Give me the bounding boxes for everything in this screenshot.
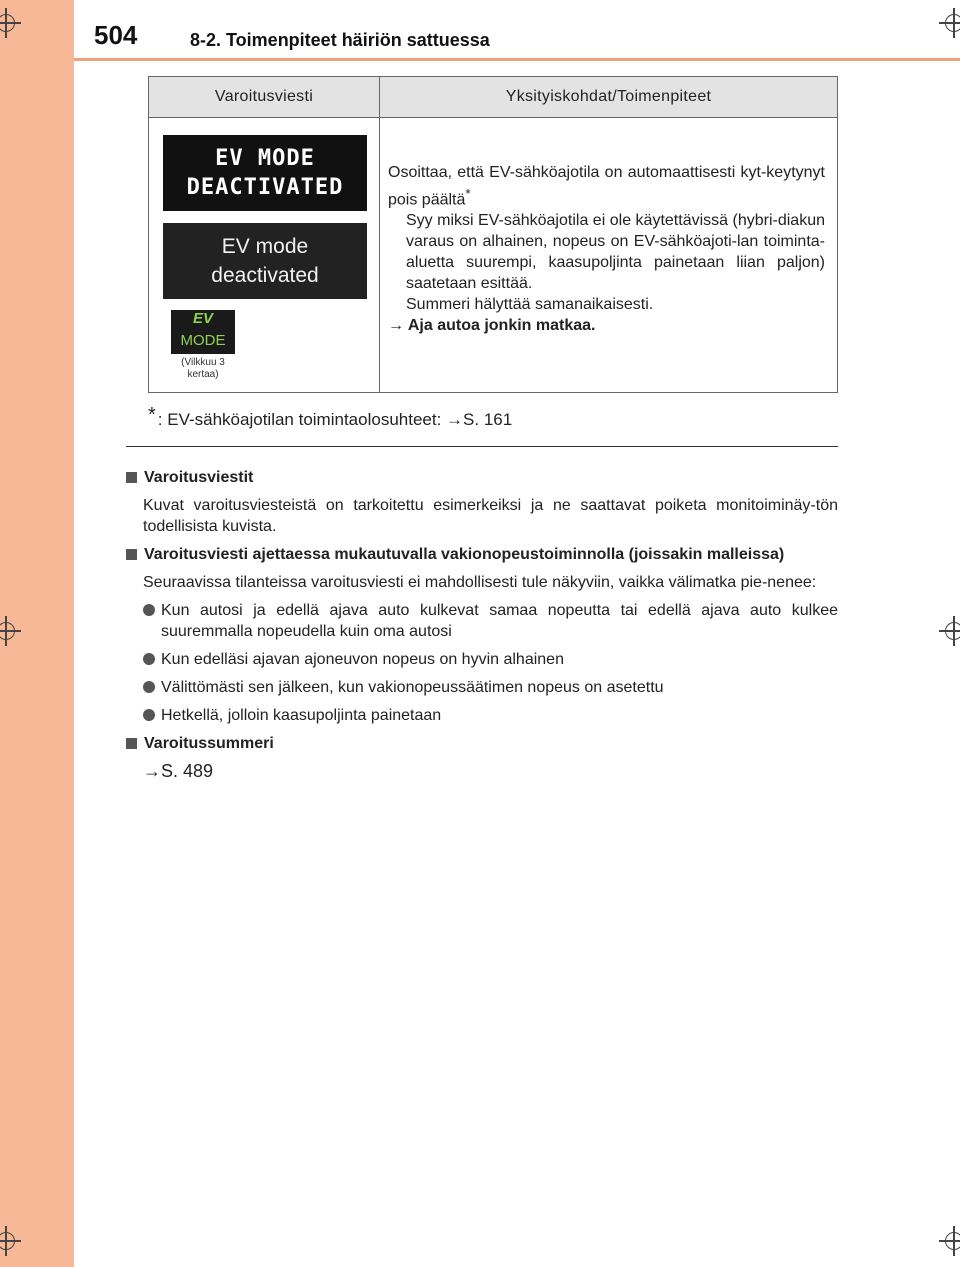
- ev-mode-indicator-icon: [171, 310, 235, 354]
- footnote-marker: *: [148, 404, 156, 426]
- section-paragraph: Kuvat varoitusviesteistä on tarkoitettu esimerkeiksi ja ne saattavat poiketa monitoiminäy-tön todellisista kuvista.: [143, 497, 838, 535]
- display-line: EV mode: [221, 235, 309, 258]
- square-bullet-icon: [126, 472, 137, 483]
- section-heading: Varoitussummeri: [126, 733, 838, 754]
- table-row: [149, 118, 838, 393]
- details-main-text: Osoittaa, että EV-sähköajotila on automaattisesti kyt-keytynyt pois päältä*: [388, 164, 825, 209]
- details-action: → Aja autoa jonkin matkaa.: [388, 317, 596, 335]
- square-bullet-icon: [126, 738, 137, 749]
- square-bullet-icon: [126, 549, 137, 560]
- column-header-message: Varoitusviesti: [149, 77, 380, 118]
- arrow-icon: →: [388, 317, 404, 335]
- arrow-icon: →: [446, 410, 464, 429]
- warning-message-table: [148, 76, 838, 393]
- circle-bullet-icon: [143, 709, 155, 721]
- section-paragraph: Seuraavissa tilanteissa varoitusviesti ei mahdollisesti tule näkyviin, vaikka välimatka pie-nenee:: [143, 574, 817, 591]
- section-heading: Varoitusviestit: [126, 467, 838, 488]
- registration-mark-icon: [0, 8, 21, 38]
- section-heading: Varoitusviesti ajettaessa mukautuvalla vakionopeustoiminnolla (joissakin malleissa): [126, 544, 838, 565]
- circle-bullet-icon: [143, 681, 155, 693]
- circle-bullet-icon: [143, 653, 155, 665]
- circle-bullet-icon: [143, 604, 155, 616]
- header-rule: [74, 58, 960, 61]
- message-image-cell: [149, 118, 380, 393]
- message-details-cell: [380, 118, 838, 393]
- display-ev-mode-deactivated-lower: [163, 223, 367, 299]
- page-reference: [126, 761, 838, 782]
- registration-mark-icon: [939, 1226, 960, 1256]
- list-item: Kun autosi ja edellä ajava auto kulkevat samaa nopeutta tai edellä ajava auto kulkee suuremmalla nopeudella kuin oma autosi: [126, 600, 838, 642]
- notes-content: [126, 460, 838, 782]
- display-line: deactivated: [211, 264, 319, 287]
- display-line: EV MODE: [215, 146, 315, 171]
- table-header-row: [149, 77, 838, 118]
- footnote: * : EV-sähköajotilan toimintaolosuhteet: →S. 161: [148, 404, 513, 429]
- blink-note: (Vilkkuu 3 kertaa): [181, 357, 225, 380]
- details-buzzer-text: Summeri hälyttää samanaikaisesti.: [406, 296, 654, 314]
- registration-mark-icon: [0, 1226, 21, 1256]
- list-item: Kun edelläsi ajavan ajoneuvon nopeus on hyvin alhainen: [126, 649, 838, 670]
- section-title: 8-2. Toimenpiteet häiriön sattuessa: [190, 30, 490, 50]
- page-reference-link[interactable]: S. 161: [463, 410, 513, 429]
- section-divider: [126, 446, 838, 447]
- display-ev-mode-deactivated-upper: [163, 135, 367, 211]
- list-item: Välittömästi sen jälkeen, kun vakionopeussäätimen nopeus on asetettu: [126, 677, 838, 698]
- page-reference-link[interactable]: S. 489: [161, 761, 214, 781]
- footnote-marker: *: [465, 186, 471, 201]
- ev-icon-label: EV: [192, 310, 213, 327]
- page-number: 504: [94, 20, 138, 50]
- display-line: DEACTIVATED: [186, 175, 344, 200]
- column-header-details: Yksityiskohdat/Toimenpiteet: [380, 77, 838, 118]
- mode-icon-label: MODE: [180, 332, 226, 349]
- arrow-icon: →: [143, 761, 161, 781]
- registration-mark-icon: [0, 616, 21, 646]
- registration-mark-icon: [939, 616, 960, 646]
- details-reason-text: Syy miksi EV-sähköajotila ei ole käytettävissä (hybri-diakun varaus on alhainen, nopeus on EV-sähköajoti-lan toiminta-aluetta suurempi, kaasupoljinta painetaan liian paljon) saatetaan esittää.: [406, 212, 825, 293]
- list-item: Hetkellä, jolloin kaasupoljinta painetaan: [126, 705, 838, 726]
- registration-mark-icon: [939, 8, 960, 38]
